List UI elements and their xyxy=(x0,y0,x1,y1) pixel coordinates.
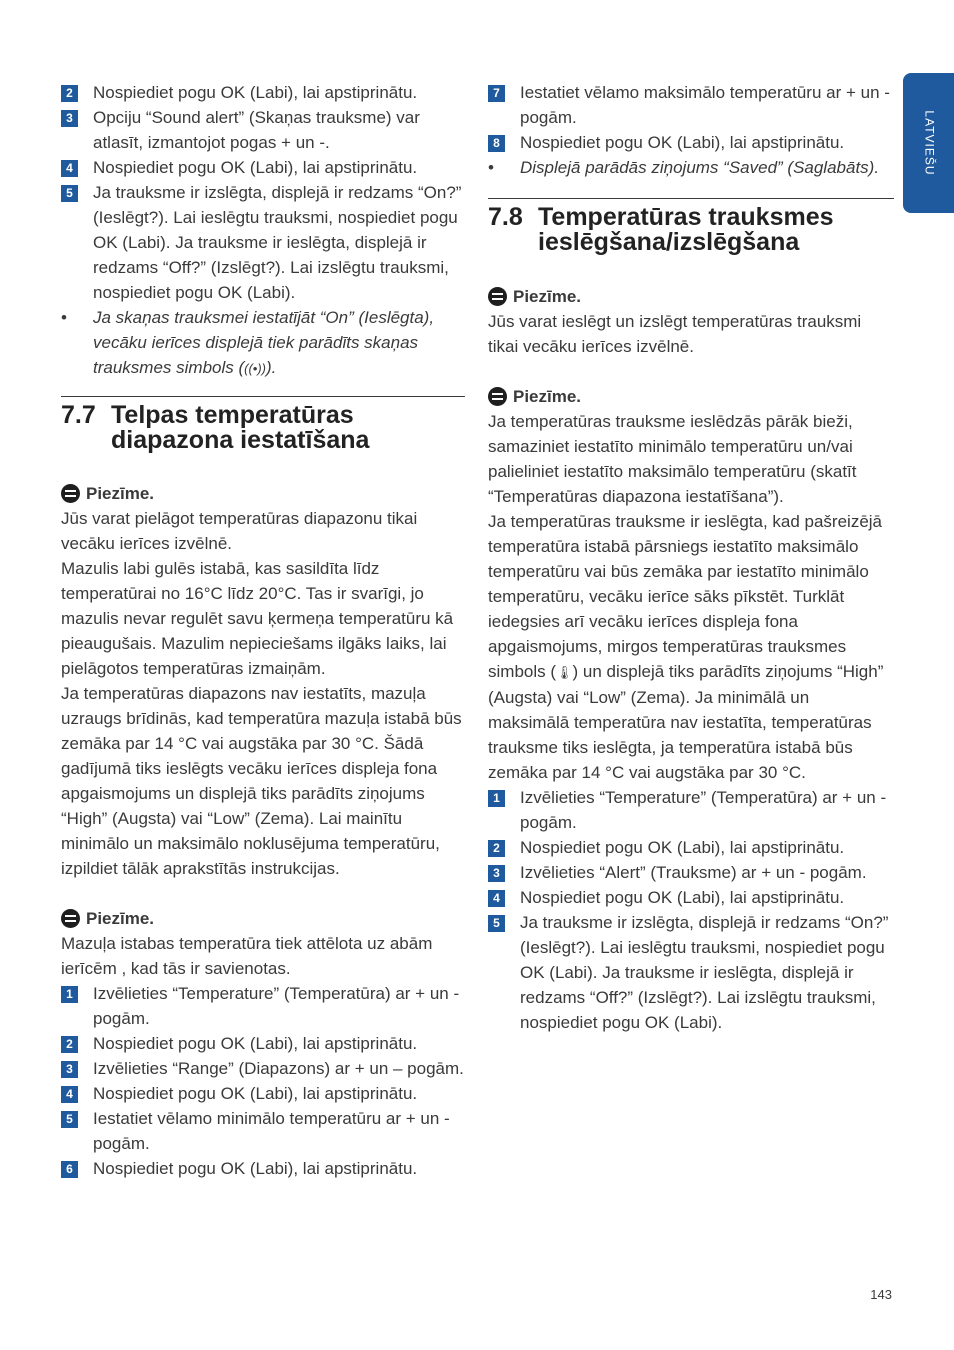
step-number: 2 xyxy=(488,840,505,857)
step-number: 2 xyxy=(61,1036,78,1053)
left-bullet-list xyxy=(61,305,465,381)
section-title: Telpas temperatūras diapazona iestatīšana xyxy=(111,401,370,454)
note-paragraph: Jūs varat ieslēgt un izslēgt temperatūras trauksmi tikai vecāku ierīces izvēlnē. xyxy=(488,312,862,356)
step-number: 6 xyxy=(61,1161,78,1178)
step-text: Nospiediet pogu OK (Labi), lai apstiprinātu. xyxy=(93,83,418,102)
step-item xyxy=(488,885,894,910)
step-number: 4 xyxy=(488,890,505,907)
right-steps-alert xyxy=(488,785,894,1035)
step-text: Nospiediet pogu OK (Labi), lai apstiprinātu. xyxy=(520,838,845,857)
step-text: Ja trauksme ir izslēgta, displejā ir redzams “On?” (Ieslēgt?). Lai ieslēgtu trauksmi, nospiediet pogu OK (Labi). Ja trauksme ir ieslēgta, displejā ir redzams “Off?” (Izslēgt?). Lai izslēgtu trauksmi, nospiediet pogu OK (Labi). xyxy=(520,913,889,1032)
page-number: 143 xyxy=(870,1287,892,1302)
step-number: 5 xyxy=(488,915,505,932)
step-item xyxy=(61,180,465,305)
step-text: Izvēlieties “Alert” (Trauksme) ar + un - pogām. xyxy=(520,863,867,882)
step-number: 4 xyxy=(61,1086,78,1103)
step-text: Izvēlieties “Temperature” (Temperatūra) ar + un - pogām. xyxy=(93,984,460,1028)
section-number: 7.7 xyxy=(61,401,96,429)
step-number: 3 xyxy=(61,1061,78,1078)
step-text: Izvēlieties “Temperature” (Temperatūra) ar + un - pogām. xyxy=(520,788,887,832)
step-item xyxy=(488,835,894,860)
step-text: Ja trauksme ir izslēgta, displejā ir redzams “On?” (Ieslēgt?). Lai ieslēgtu trauksmi, nospiediet pogu OK (Labi). Ja trauksme ir ieslēgta, displejā ir redzams “Off?” (Izslēgt?). Lai izslēgtu trauksmi, nospiediet pogu OK (Labi). xyxy=(93,183,462,302)
step-item xyxy=(61,1156,465,1181)
note-paragraph: Ja temperatūras diapazons nav iestatīts, mazuļa uzraugs brīdinās, kad temperatūra mazuļa istabā būs zemāka par 14 °C vai augstāka par 30 °C. Šādā gadījumā tiks ieslēgts vecāku ierīces displeja fona apgaismojums un displejā tiks parādīts ziņojums “High” (Augsta) vai “Low” (Zema). Lai mainītu minimālo un maksimālo noklusējuma temperatūru, izpildiet tālāk aprakstītās instrukcijas. xyxy=(61,684,462,878)
note-icon xyxy=(488,287,507,306)
step-item xyxy=(61,105,465,155)
step-number: 7 xyxy=(488,85,505,102)
step-number: 4 xyxy=(61,160,78,177)
step-text: Nospiediet pogu OK (Labi), lai apstiprinātu. xyxy=(93,158,418,177)
left-column xyxy=(61,80,465,1181)
step-text: Opciju “Sound alert” (Skaņas trauksme) var atlasīt, izmantojot pogas + un -. xyxy=(93,108,420,152)
step-number: 2 xyxy=(61,85,78,102)
note-paragraph: Mazuļa istabas temperatūra tiek attēlota uz abām ierīcēm , kad tās ir savienotas. xyxy=(61,934,433,978)
note-paragraph: Jūs varat pielāgot temperatūras diapazonu tikai vecāku ierīces izvēlnē. xyxy=(61,509,418,553)
note-heading: Piezīme. xyxy=(61,906,465,931)
right-steps-continued xyxy=(488,80,894,155)
step-text: Iestatiet vēlamo minimālo temperatūru ar + un - pogām. xyxy=(93,1109,450,1153)
step-item xyxy=(61,155,465,180)
step-number: 3 xyxy=(61,110,78,127)
step-text: Nospiediet pogu OK (Labi), lai apstiprinātu. xyxy=(93,1084,418,1103)
step-number: 1 xyxy=(61,986,78,1003)
step-item xyxy=(488,910,894,1035)
step-text: Nospiediet pogu OK (Labi), lai apstiprinātu. xyxy=(93,1159,418,1178)
note-paragraph: Ja temperatūras trauksme ieslēdzās pārāk bieži, samaziniet iestatīto minimālo temperatūru un/vai palieliniet iestatīto maksimālo temperatūru (skatīt “Temperatūras diapazona iestatīšana”). xyxy=(488,412,857,506)
step-number: 8 xyxy=(488,135,505,152)
step-item xyxy=(61,80,465,105)
thermometer-icon: 🌡 xyxy=(556,665,573,680)
step-item xyxy=(488,860,894,885)
step-item xyxy=(61,981,465,1031)
step-number: 5 xyxy=(61,1111,78,1128)
step-text: Izvēlieties “Range” (Diapazons) ar + un – pogām. xyxy=(93,1059,464,1078)
step-item xyxy=(61,1056,465,1081)
language-tab xyxy=(903,73,954,213)
step-item xyxy=(488,785,894,835)
note-heading: Piezīme. xyxy=(488,384,894,409)
step-item xyxy=(61,1031,465,1056)
step-number: 5 xyxy=(61,185,78,202)
step-number: 3 xyxy=(488,865,505,882)
note-paragraph: Mazulis labi gulēs istabā, kas sasildīta līdz temperatūrai no 16°C līdz 20°C. Tas ir svarīgi, jo mazulis nevar regulēt savu ķermeņa temperatūru kā pieaugušais. Mazulim nepieciešams ilgāks laiks, lai pielāgotos temperatūras izmaiņām. xyxy=(61,559,454,678)
step-text: Nospiediet pogu OK (Labi), lai apstiprinātu. xyxy=(520,888,845,907)
section-number: 7.8 xyxy=(488,203,523,231)
section-title: Temperatūras trauksmes ieslēgšana/izslēgšana xyxy=(538,203,834,256)
step-number: 1 xyxy=(488,790,505,807)
bullet-item: • Ja skaņas trauksmei iestatījāt “On” (Ieslēgta), vecāku ierīces displejā tiek parādīts skaņas trauksmes simbols (((•))). xyxy=(61,305,465,381)
note-heading: Piezīme. xyxy=(61,481,465,506)
sound-alert-icon: ((•)) xyxy=(244,361,267,376)
step-item xyxy=(61,1106,465,1156)
left-steps-range xyxy=(61,981,465,1181)
right-column xyxy=(488,80,894,1035)
step-item xyxy=(488,80,894,130)
step-item xyxy=(488,130,894,155)
step-text: Nospiediet pogu OK (Labi), lai apstiprinātu. xyxy=(93,1034,418,1053)
right-bullet-list xyxy=(488,155,894,180)
section-heading-7-7 xyxy=(61,396,465,453)
left-steps-continued xyxy=(61,80,465,305)
bullet-item: • Displejā parādās ziņojums “Saved” (Saglabāts). xyxy=(488,155,894,180)
step-text: Iestatiet vēlamo maksimālo temperatūru ar + un - pogām. xyxy=(520,83,890,127)
language-tab-label: LATVIEŠU xyxy=(922,110,936,176)
note-heading: Piezīme. xyxy=(488,284,894,309)
note-icon xyxy=(61,909,80,928)
note-icon xyxy=(488,387,507,406)
note-icon xyxy=(61,484,80,503)
step-item xyxy=(61,1081,465,1106)
note-paragraph: Ja temperatūras trauksme ir ieslēgta, kad pašreizējā temperatūra istabā pārsniegs iestatīto maksimālo temperatūru vai būs zemāka par iestatīto minimālo temperatūru, vecāku ierīce sāks pīkstēt. Turklāt iedegsies arī vecāku ierīces displeja fona apgaismojums, mirgos temperatūras trauksmes simbols (🌡) un displejā tiks parādīts ziņojums “High” (Augsta) vai “Low” (Zema). Ja minimālā un maksimālā temperatūra nav iestatīta, temperatūras trauksme tiks ieslēgta, ja temperatūra istabā būs zemāka par 14 °C vai augstāka par 30 °C. xyxy=(488,512,884,782)
step-text: Nospiediet pogu OK (Labi), lai apstiprinātu. xyxy=(520,133,845,152)
section-heading-7-8 xyxy=(488,198,894,255)
